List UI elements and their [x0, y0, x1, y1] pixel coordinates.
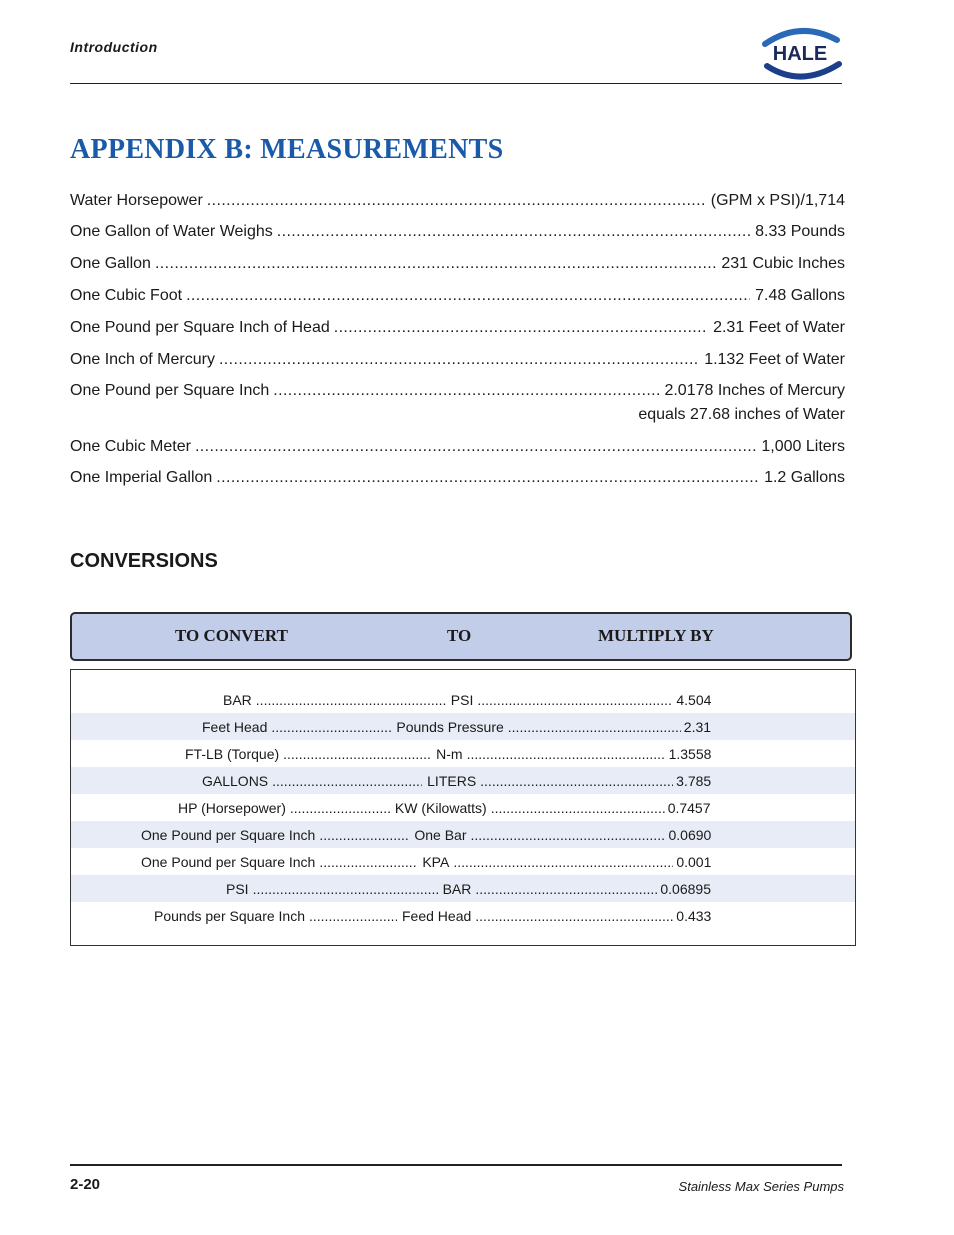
measurement-row	[70, 255, 845, 279]
measurement-value: 231 Cubic Inches	[721, 255, 845, 272]
measurement-row	[70, 287, 845, 311]
multiply-by-cell: 0.433	[676, 908, 712, 924]
section-label: Introduction	[70, 39, 158, 55]
dot-leader	[470, 827, 665, 843]
page-number: 2-20	[70, 1176, 101, 1193]
dot-leader	[290, 800, 390, 816]
measurement-row	[70, 438, 845, 462]
convert-to-cell: BAR	[442, 881, 472, 897]
measurement-row	[70, 223, 845, 247]
measurement-value: 1.132 Feet of Water	[704, 351, 845, 368]
convert-to-cell: LITERS	[427, 773, 477, 789]
measurement-row	[70, 382, 845, 430]
dot-leader	[271, 719, 391, 735]
column-multiply-by: MULTIPLY BY	[598, 626, 714, 645]
measurement-value: 1,000 Liters	[761, 438, 845, 455]
table-row	[71, 686, 855, 713]
table-row	[71, 767, 855, 794]
measurement-label: Water Horsepower	[70, 192, 203, 209]
column-to-convert: TO CONVERT	[175, 626, 288, 645]
table-row	[71, 875, 855, 902]
measurement-value: 7.48 Gallons	[755, 287, 845, 304]
header-rule	[70, 83, 842, 84]
convert-to-cell: N-m	[436, 746, 463, 762]
dot-leader	[334, 319, 708, 337]
convert-to-cell: Feed Head	[402, 908, 472, 924]
table-row	[71, 713, 855, 740]
multiply-by-cell: 4.504	[676, 692, 712, 708]
convert-to-cell: One Bar	[414, 827, 467, 843]
footer-rule	[70, 1164, 842, 1166]
measurement-extra: equals 27.68 inches of Water	[638, 406, 845, 423]
measurement-value: 8.33 Pounds	[755, 223, 845, 240]
convert-from-cell: PSI	[226, 881, 249, 897]
dot-leader	[475, 881, 657, 897]
dot-leader	[219, 351, 699, 369]
convert-from-cell: Pounds per Square Inch	[154, 908, 305, 924]
table-row	[71, 848, 855, 875]
dot-leader	[480, 773, 673, 789]
dot-leader	[467, 746, 666, 762]
dot-leader	[277, 223, 750, 241]
dot-leader	[207, 192, 706, 210]
table-row	[71, 902, 855, 929]
dot-leader	[475, 908, 673, 924]
dot-leader	[155, 255, 716, 273]
multiply-by-cell: 2.31	[683, 719, 712, 735]
convert-from-cell: BAR	[223, 692, 252, 708]
convert-from-cell: One Pound per Square Inch	[141, 827, 316, 843]
convert-to-cell: Pounds Pressure	[396, 719, 504, 735]
hale-logo	[757, 26, 843, 82]
measurement-label: One Cubic Meter	[70, 438, 191, 455]
dot-leader	[477, 692, 673, 708]
multiply-by-cell: 0.06895	[660, 881, 711, 897]
measurement-label: One Imperial Gallon	[70, 469, 213, 486]
multiply-by-cell: 1.3558	[668, 746, 712, 762]
measurement-value: 2.0178 Inches of Mercury	[664, 382, 845, 399]
convert-to-cell: KW (Kilowatts)	[394, 800, 487, 816]
column-to: TO	[447, 626, 472, 645]
convert-from-cell: FT-LB (Torque)	[185, 746, 280, 762]
measurement-row	[70, 319, 845, 343]
measurement-value: 1.2 Gallons	[764, 469, 845, 486]
table-row	[71, 740, 855, 767]
dot-leader	[272, 773, 422, 789]
table-row	[71, 821, 855, 848]
measurement-label: One Gallon	[70, 255, 151, 272]
conversions-table	[70, 669, 856, 946]
measurement-label: One Cubic Foot	[70, 287, 183, 304]
convert-from-cell: Feet Head	[202, 719, 268, 735]
measurement-label: One Inch of Mercury	[70, 351, 215, 368]
dot-leader	[283, 746, 431, 762]
measurement-value: (GPM x PSI)/1,714	[710, 192, 845, 209]
dot-leader	[508, 719, 681, 735]
multiply-by-cell: 3.785	[676, 773, 712, 789]
measurement-value: 2.31 Feet of Water	[713, 319, 845, 336]
dot-leader	[453, 854, 673, 870]
measurement-row	[70, 469, 845, 493]
document-title: Stainless Max Series Pumps	[678, 1179, 844, 1194]
convert-to-cell: PSI	[450, 692, 474, 708]
measurement-label: One Pound per Square Inch	[70, 382, 270, 399]
dot-leader	[273, 382, 659, 400]
multiply-by-cell: 0.001	[676, 854, 712, 870]
svg-text:HALE: HALE	[772, 43, 828, 65]
dot-leader	[319, 827, 409, 843]
convert-from-cell: One Pound per Square Inch	[141, 854, 316, 870]
measurement-row	[70, 351, 845, 375]
conversions-table-header	[70, 612, 852, 661]
convert-from-cell: HP (Horsepower)	[178, 800, 286, 816]
table-row	[71, 794, 855, 821]
convert-from-cell: GALLONS	[202, 773, 269, 789]
dot-leader	[216, 469, 759, 487]
dot-leader	[319, 854, 417, 870]
convert-to-cell: KPA	[422, 854, 450, 870]
measurement-row	[70, 192, 845, 216]
dot-leader	[491, 800, 665, 816]
measurement-label: One Pound per Square Inch of Head	[70, 319, 330, 336]
page-title: APPENDIX B: MEASUREMENTS	[70, 134, 504, 165]
dot-leader	[186, 287, 750, 305]
measurement-label: One Gallon of Water Weighs	[70, 223, 273, 240]
multiply-by-cell: 0.7457	[667, 800, 711, 816]
conversions-heading: CONVERSIONS	[70, 550, 218, 572]
multiply-by-cell: 0.0690	[668, 827, 712, 843]
dot-leader	[256, 692, 446, 708]
dot-leader	[253, 881, 438, 897]
dot-leader	[195, 438, 756, 456]
dot-leader	[309, 908, 397, 924]
